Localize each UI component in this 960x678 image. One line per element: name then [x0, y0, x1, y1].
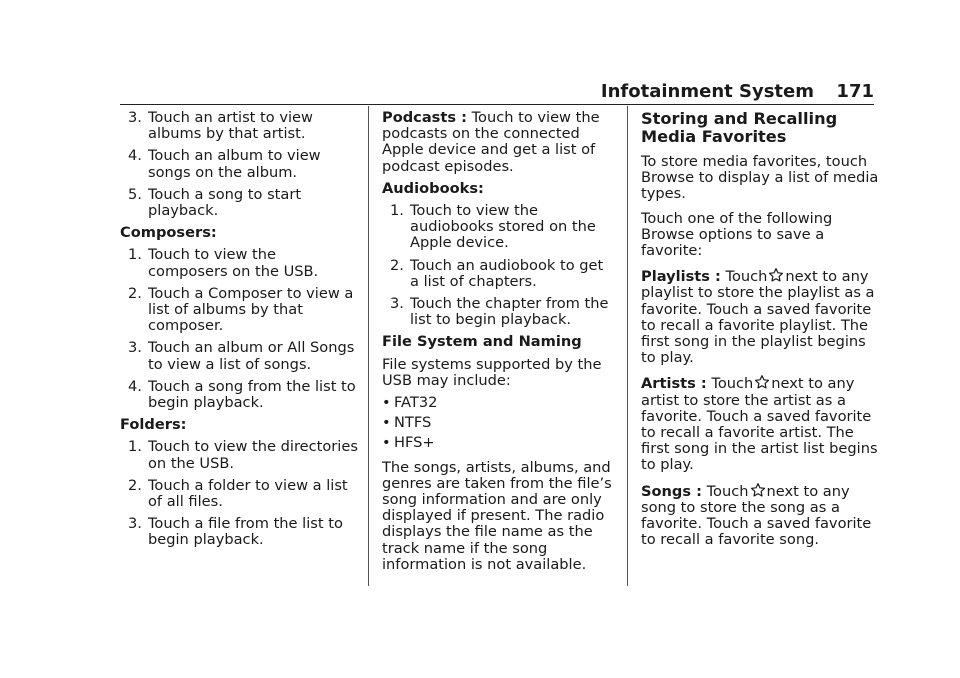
step-item: [382, 258, 614, 290]
step-item: [120, 379, 358, 411]
step-text: Touch an artist to view albums by that artist.: [148, 109, 313, 143]
section-title: Storing and Recalling Media Favorites: [641, 109, 838, 146]
favorites-instructions: Touch one of the following Browse options to save a favorite:: [641, 209, 833, 260]
step-number: 3.: [128, 339, 142, 357]
bullet-icon: •: [382, 394, 391, 412]
page-number: 171: [836, 81, 874, 102]
step-item: [120, 187, 358, 219]
column-3: [641, 110, 879, 556]
step-number: 3.: [390, 295, 404, 313]
step-number: 3.: [128, 109, 142, 126]
step-item: [120, 439, 358, 471]
step-text: Touch a song to start playback.: [148, 185, 302, 220]
audiobooks-heading: Audiobooks:: [382, 179, 484, 197]
step-text: Touch an audiobook to get a list of chapters.: [410, 256, 604, 290]
podcasts-text: Touch to view the podcasts on the connected Apple device and get a list of podcast episodes.: [382, 109, 600, 175]
step-number: 2.: [128, 476, 142, 494]
step-item: [120, 516, 358, 548]
composers-heading: Composers:: [120, 224, 217, 242]
step-text: Touch to view the composers on the USB.: [148, 246, 319, 280]
step-text: Touch a folder to view a list of all files.: [148, 476, 348, 511]
column-1: [120, 110, 358, 555]
column-2: [382, 110, 614, 579]
step-number: 4.: [128, 377, 142, 395]
file-system-intro: File systems supported by the USB may include:: [382, 355, 602, 389]
step-item: [382, 203, 614, 252]
songs-label: Songs :: [641, 482, 702, 500]
step-item: [120, 110, 358, 142]
bullet-text: HFS+: [394, 434, 435, 452]
bullet-item: [382, 415, 614, 431]
favorite-artists: [641, 374, 879, 473]
favorites-intro: To store media favorites, touch Browse to display a list of media types.: [641, 153, 879, 203]
file-system-note: The songs, artists, albums, and genres are taken from the file’s song information and are only displayed if present. The radio displays the file name as the track name if the song information is not available.: [382, 458, 612, 573]
bullet-icon: •: [382, 434, 391, 452]
step-number: 1.: [390, 202, 404, 220]
step-text: Touch the chapter from the list to begin playback.: [410, 295, 609, 329]
step-item: [120, 340, 358, 372]
step-item: [120, 478, 358, 510]
step-item: [120, 247, 358, 279]
podcasts-label: Podcasts :: [382, 109, 467, 126]
star-outline-icon: [754, 374, 770, 390]
column-divider: [368, 106, 369, 586]
favorite-post-text: next to any artist to store the artist as a favorite. Touch a saved favorite to recall a favorite artist. The first song in the artist list begins to play.: [641, 375, 878, 474]
step-text: Touch a file from the list to begin playback.: [148, 515, 343, 549]
step-item: [120, 148, 358, 180]
bullet-text: NTFS: [394, 414, 432, 432]
step-text: Touch an album to view songs on the album.: [148, 147, 321, 181]
step-item: [120, 286, 358, 335]
step-number: 2.: [128, 284, 142, 302]
page-header: [120, 80, 874, 105]
header-title: Infotainment System: [600, 81, 814, 102]
favorite-pre-text: Touch: [706, 375, 754, 393]
podcasts-paragraph: [382, 110, 614, 175]
column-divider: [627, 106, 628, 586]
favorite-pre-text: Touch: [701, 482, 749, 500]
step-text: Touch a song from the list to begin playback.: [148, 377, 356, 412]
star-outline-icon: [768, 267, 784, 283]
playlists-label: Playlists :: [641, 268, 721, 286]
bullet-item: [382, 395, 614, 411]
favorite-post-text: next to any song to store the song as a favorite. Touch a saved favorite to recall a favorite song.: [641, 482, 872, 549]
step-number: 1.: [128, 438, 142, 456]
favorite-pre-text: Touch: [720, 268, 768, 286]
bullet-item: [382, 435, 614, 451]
step-item: [382, 296, 614, 328]
step-number: 3.: [128, 515, 142, 533]
favorite-songs: [641, 482, 879, 549]
step-number: 2.: [390, 256, 404, 274]
step-text: Touch an album or All Songs to view a list of songs.: [148, 339, 355, 373]
step-number: 4.: [128, 147, 142, 165]
file-system-heading: File System and Naming: [382, 333, 582, 351]
favorite-playlists: [641, 267, 879, 366]
step-text: Touch to view the directories on the USB.: [148, 438, 358, 472]
step-number: 1.: [128, 246, 142, 264]
step-number: 5.: [128, 185, 142, 203]
star-outline-icon: [750, 482, 766, 498]
folders-heading: Folders:: [120, 416, 187, 434]
step-text: Touch to view the audiobooks stored on the Apple device.: [410, 202, 596, 252]
step-text: Touch a Composer to view a list of albums by that composer.: [148, 284, 354, 335]
favorite-post-text: next to any playlist to store the playlist as a favorite. Touch a saved favorite to recall a favorite playlist. The first song in the playlist begins to play.: [641, 268, 875, 367]
bullet-icon: •: [382, 414, 391, 432]
bullet-text: FAT32: [394, 394, 438, 412]
artists-label: Artists :: [641, 375, 707, 393]
